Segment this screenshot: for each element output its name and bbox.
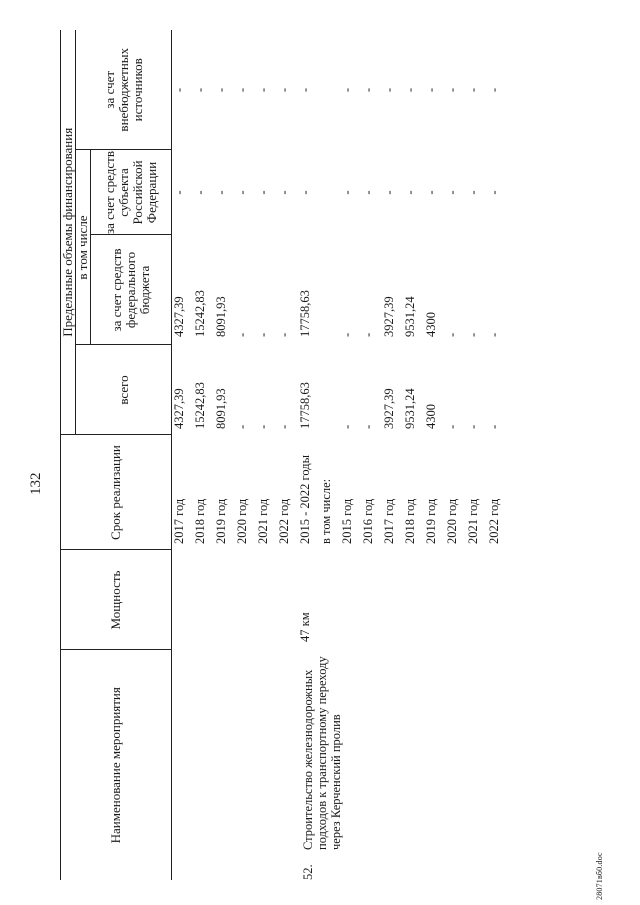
cell-power: [214, 550, 235, 650]
table-row: [235, 30, 256, 880]
table-row: [361, 30, 382, 880]
cell-total: [319, 345, 340, 435]
header-term: Срок реализации: [61, 435, 172, 550]
cell-name: [340, 650, 361, 880]
header-name: Наименование мероприятия: [61, 650, 172, 880]
cell-name: [424, 650, 445, 880]
cell-power: [319, 550, 340, 650]
financing-table: [60, 30, 508, 880]
cell-total: -: [487, 424, 501, 429]
cell-term: 2019 год: [424, 498, 438, 544]
cell-term: 2020 год: [445, 498, 459, 544]
cell-federal: -: [487, 332, 501, 337]
cell-subject: -: [172, 190, 186, 195]
cell-term: 2020 год: [235, 498, 249, 544]
cell-subject: -: [277, 190, 291, 195]
table-row: [487, 30, 508, 880]
cell-name: [298, 650, 343, 880]
cell-federal: 15242,83: [193, 290, 207, 337]
table-body: [172, 30, 509, 880]
cell-subject: [319, 150, 340, 235]
cell-power: [466, 550, 487, 650]
cell-power: [487, 550, 508, 650]
cell-subject: -: [235, 190, 249, 195]
cell-subject: -: [256, 190, 270, 195]
cell-subject: -: [487, 190, 501, 195]
cell-term: 2022 год: [277, 498, 291, 544]
cell-term: 2016 год: [361, 498, 375, 544]
table-row: [172, 30, 194, 880]
table-row: [298, 30, 319, 880]
table-row: [319, 30, 340, 880]
cell-federal: 9531,24: [403, 296, 417, 337]
cell-extra: [319, 30, 340, 150]
cell-federal: 4300: [424, 312, 438, 337]
cell-term: в том числе:: [319, 478, 333, 544]
cell-total: -: [340, 424, 354, 429]
header-including: в том числе: [76, 150, 91, 345]
table-row: [466, 30, 487, 880]
table-row: [445, 30, 466, 880]
cell-term: 2021 год: [256, 498, 270, 544]
cell-total: -: [256, 424, 270, 429]
cell-power: [172, 550, 194, 650]
cell-extra: -: [487, 87, 501, 93]
cell-federal: -: [256, 332, 270, 337]
cell-federal: 3927,39: [382, 296, 396, 337]
cell-subject: -: [403, 190, 417, 195]
cell-name: [466, 650, 487, 880]
cell-federal: 8091,93: [214, 296, 228, 337]
cell-extra: -: [193, 87, 207, 93]
cell-power: [256, 550, 277, 650]
cell-term: 2015 год: [340, 498, 354, 544]
cell-subject: -: [298, 190, 312, 195]
cell-name: [487, 650, 508, 880]
cell-name: [214, 650, 235, 880]
cell-extra: -: [214, 87, 228, 93]
cell-extra: -: [424, 87, 438, 93]
cell-total: 9531,24: [403, 388, 417, 429]
cell-power: [193, 550, 214, 650]
cell-term: 2017 год: [382, 498, 396, 544]
table-row: [256, 30, 277, 880]
cell-extra: -: [382, 87, 396, 93]
cell-total: 8091,93: [214, 388, 228, 429]
cell-power: [403, 550, 424, 650]
cell-total: -: [361, 424, 375, 429]
cell-term: 2019 год: [214, 498, 228, 544]
cell-total: -: [235, 424, 249, 429]
cell-extra: -: [298, 87, 312, 93]
item-name: Строительство железнодорожных подходов к транспортному переходу через Керченский пролив: [301, 656, 343, 850]
cell-power: [277, 550, 298, 650]
cell-name: [193, 650, 214, 880]
cell-extra: -: [340, 87, 354, 93]
cell-name: [172, 650, 194, 880]
cell-power: [424, 550, 445, 650]
cell-term: 2021 год: [466, 498, 480, 544]
cell-power: [445, 550, 466, 650]
header-total: всего: [76, 345, 172, 435]
header-limits: Предельные объемы финансирования: [61, 30, 76, 435]
cell-total: -: [466, 424, 480, 429]
cell-subject: -: [214, 190, 228, 195]
cell-power: 47 км: [298, 612, 312, 642]
cell-extra: -: [256, 87, 270, 93]
cell-total: -: [445, 424, 459, 429]
table-row: [424, 30, 445, 880]
cell-extra: -: [403, 87, 417, 93]
cell-total: 3927,39: [382, 388, 396, 429]
cell-term: 2018 год: [403, 498, 417, 544]
cell-federal: -: [340, 332, 354, 337]
cell-total: 15242,83: [193, 382, 207, 429]
cell-federal: -: [235, 332, 249, 337]
cell-federal: 4327,39: [172, 296, 186, 337]
cell-extra: -: [361, 87, 375, 93]
cell-federal: -: [466, 332, 480, 337]
cell-power: [361, 550, 382, 650]
item-number: 52.: [301, 864, 315, 880]
rotated-document-page: [28, 30, 610, 900]
table-row: [340, 30, 361, 880]
cell-name: [445, 650, 466, 880]
cell-subject: -: [466, 190, 480, 195]
header-power: Мощность: [61, 550, 172, 650]
table-row: [193, 30, 214, 880]
cell-total: -: [277, 424, 291, 429]
cell-total: 4327,39: [172, 388, 186, 429]
cell-subject: -: [361, 190, 375, 195]
cell-federal: [319, 235, 340, 345]
cell-subject: -: [193, 190, 207, 195]
cell-total: 17758,63: [298, 382, 312, 429]
table-row: [277, 30, 298, 880]
cell-term: 2017 год: [172, 498, 186, 544]
header-subject: за счет средств субъекта Российской Федерации: [91, 150, 172, 235]
cell-power: [235, 550, 256, 650]
cell-term: 2022 год: [487, 498, 501, 544]
cell-subject: -: [424, 190, 438, 195]
cell-extra: -: [445, 87, 459, 93]
cell-power: [340, 550, 361, 650]
table-row: [382, 30, 403, 880]
cell-name: [403, 650, 424, 880]
cell-name: [277, 650, 298, 880]
cell-extra: -: [277, 87, 291, 93]
cell-extra: -: [235, 87, 249, 93]
table-row: [403, 30, 424, 880]
cell-subject: -: [382, 190, 396, 195]
page-number: 132: [28, 472, 44, 495]
cell-total: 4300: [424, 404, 438, 429]
cell-subject: -: [340, 190, 354, 195]
cell-federal: -: [277, 332, 291, 337]
header-extra: за счет внебюджетных источников: [76, 30, 172, 150]
cell-name: [382, 650, 403, 880]
cell-extra: -: [466, 87, 480, 93]
cell-federal: 17758,63: [298, 290, 312, 337]
cell-extra: -: [172, 87, 186, 93]
header-federal: за счет средств федерального бюджета: [91, 235, 172, 345]
document-reference: 28071вб0.doc: [595, 852, 604, 900]
cell-federal: -: [445, 332, 459, 337]
cell-name: [256, 650, 277, 880]
cell-subject: -: [445, 190, 459, 195]
cell-name: [319, 650, 340, 880]
cell-term: 2015 - 2022 годы: [298, 454, 312, 544]
cell-power: [382, 550, 403, 650]
table-row: [214, 30, 235, 880]
cell-federal: -: [361, 332, 375, 337]
cell-term: 2018 год: [193, 498, 207, 544]
cell-name: [361, 650, 382, 880]
cell-name: [235, 650, 256, 880]
